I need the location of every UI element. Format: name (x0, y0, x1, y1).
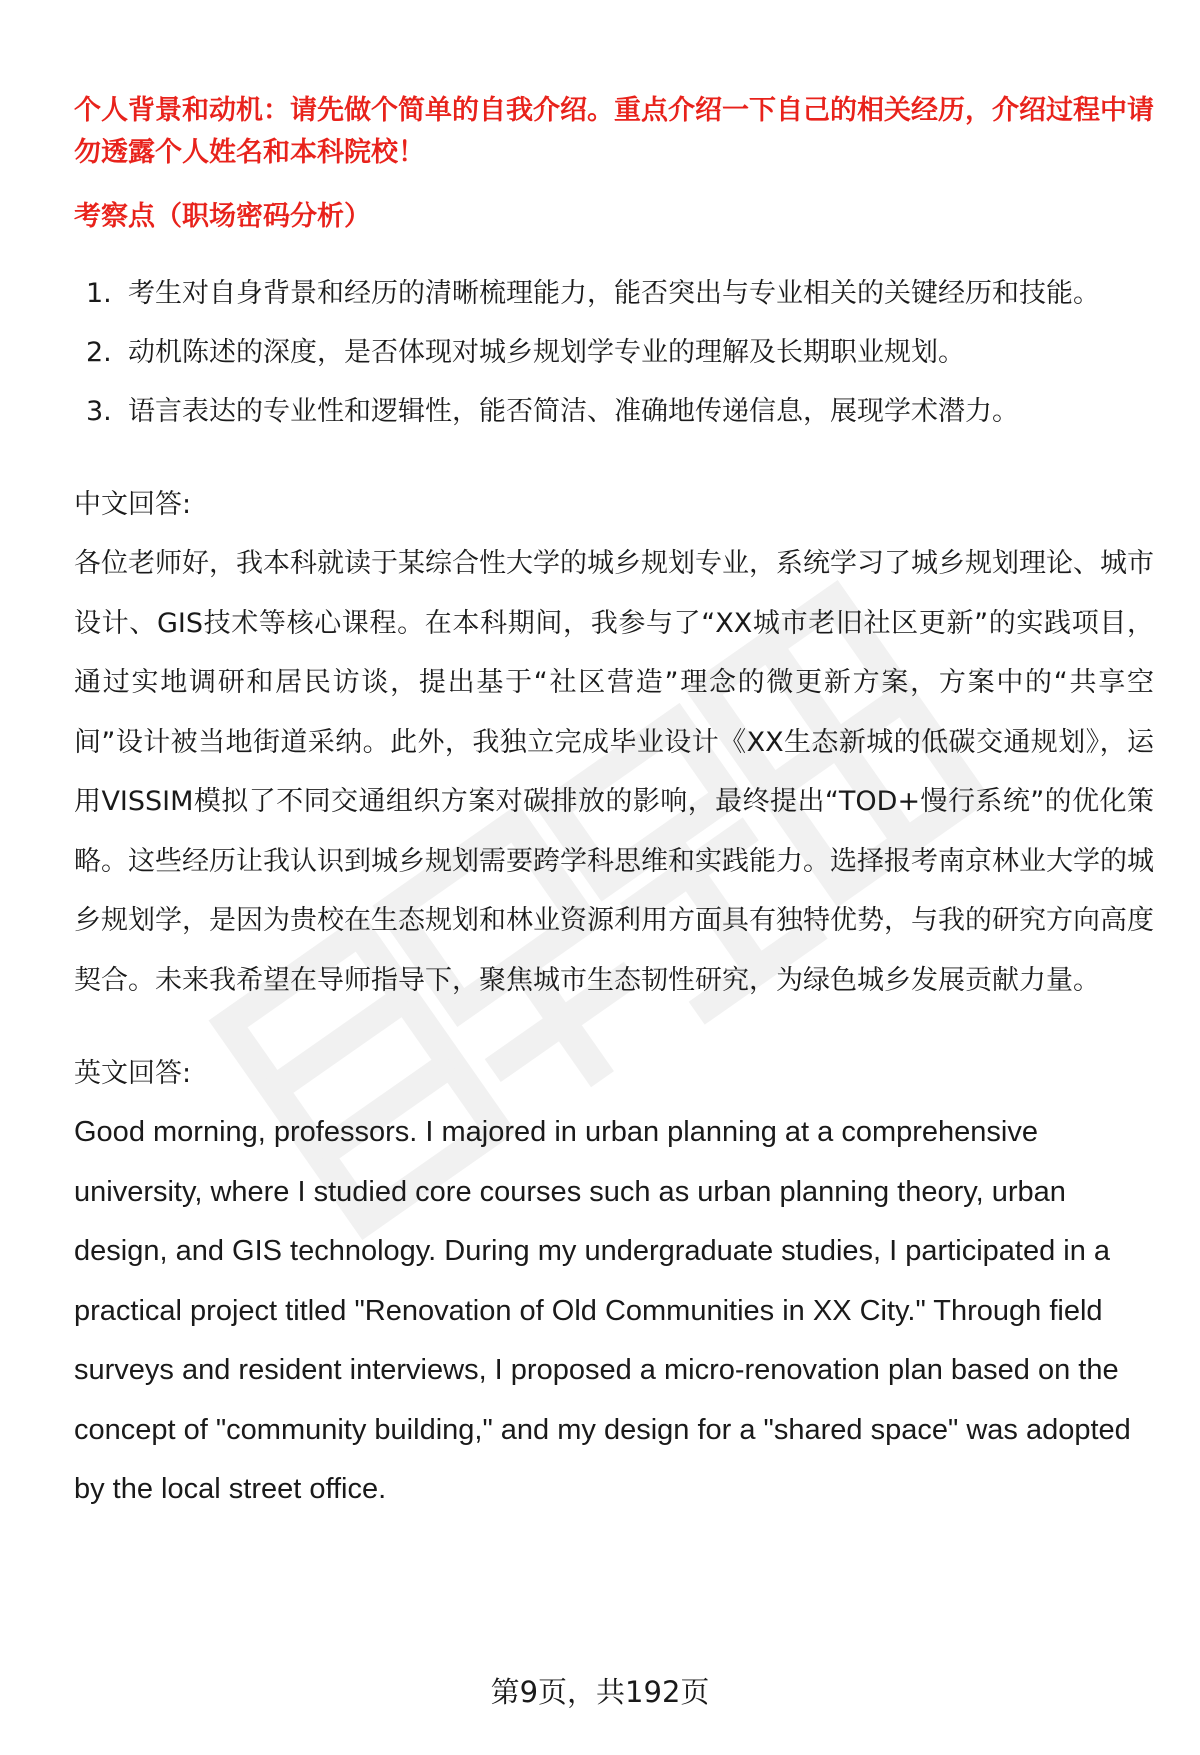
document-page (74, 90, 1154, 1520)
chinese-answer-text: 各位老师好，我本科就读于某综合性大学的城乡规划专业，系统学习了城乡规划理论、城市设计、GIS技术等核心课程。在本科期间，我参与了“XX城市老旧社区更新”的实践项目，通过实地调研和居民访谈，提出基于“社区营造”理念的微更新方案，方案中的“共享空间”设计被当地街道采纳。此外，我独立完成毕业设计《XX生态新城的低碳交通规划》，运用VISSIM模拟了不同交通组织方案对碳排放的影响，最终提出“TOD+慢行系统”的优化策略。这些经历让我认识到城乡规划需要跨学科思维和实践能力。选择报考南京林业大学的城乡规划学，是因为贵校在生态规划和林业资源利用方面具有独特优势，与我的研究方向高度契合。未来我希望在导师指导下，聚焦城市生态韧性研究，为绿色城乡发展贡献力量。 (74, 548, 1154, 996)
list-item-text: 考生对自身背景和经历的清晰梳理能力，能否突出与专业相关的关键经历和技能。 (128, 278, 1100, 309)
list-item-number: 2. (86, 337, 112, 368)
assessment-points-list (74, 264, 1154, 441)
list-item-number: 1. (86, 278, 112, 309)
question-title: 个人背景和动机：请先做个简单的自我介绍。重点介绍一下自己的相关经历，介绍过程中请勿透露个人姓名和本科院校！ (74, 95, 1154, 168)
english-answer-text: Good morning, professors. I majored in urban planning at a comprehensive university, where I studied core courses such as urban planning theory, urban design, and GIS technology. During my undergraduate studies, I participated in a practical project titled "Renovation of Old Communities in XX City." Through field surveys and resident interviews, I proposed a micro-renovation plan based on the concept of "community building," and my design for a "shared space" was adopted by the local street office. (74, 1116, 1131, 1505)
list-item (74, 264, 1154, 323)
page-number-footer: 第9页，共192页 (490, 1675, 710, 1709)
list-item (74, 382, 1154, 441)
list-item-text: 语言表达的专业性和逻辑性，能否简洁、准确地传递信息，展现学术潜力。 (128, 396, 1019, 427)
chinese-answer-label: 中文回答: (74, 489, 192, 520)
list-item-text: 动机陈述的深度，是否体现对城乡规划学专业的理解及长期职业规划。 (128, 337, 965, 368)
list-item-number: 3. (86, 396, 112, 427)
list-item (74, 323, 1154, 382)
english-answer-label: 英文回答: (74, 1058, 192, 1089)
assessment-heading: 考察点（职场密码分析） (74, 201, 371, 232)
